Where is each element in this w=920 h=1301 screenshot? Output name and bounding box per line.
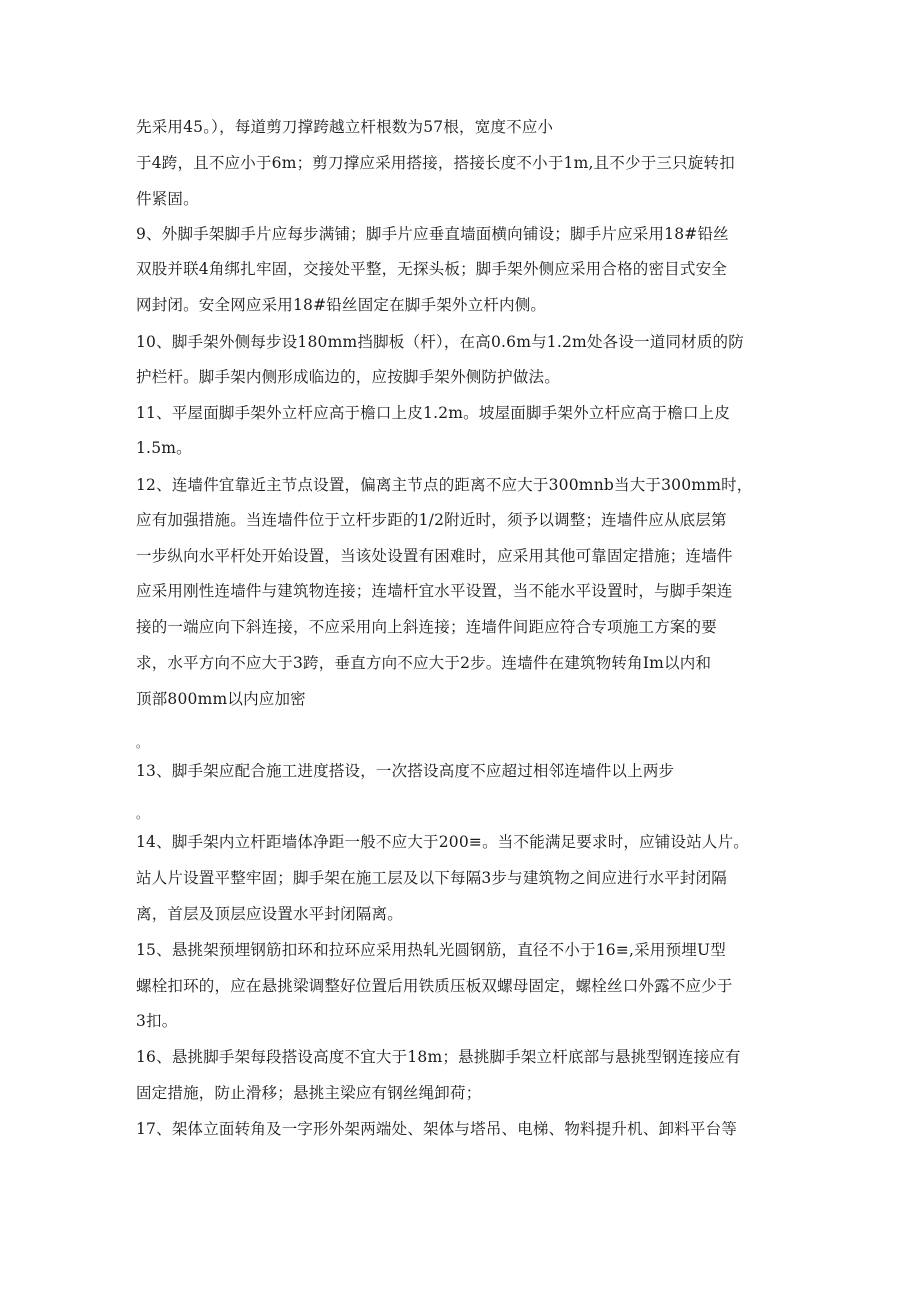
text-line: 顶部800mm以内应加密 <box>136 690 306 708</box>
text-line: 件紧固。 <box>136 190 199 208</box>
text-line: 14、脚手架内立杆距墙体净距一般不应大于200≡。当不能满足要求时，应铺设站人片。 <box>136 833 749 851</box>
text-line: 双股并联4角绑扎牢固，交接处平整，无探头板；脚手架外侧应采用合格的密目式安全 <box>136 260 727 278</box>
text-line: 应采用刚性连墙件与建筑物连接；连墙杆宜水平设置，当不能水平设置时，与脚手架连 <box>136 582 733 600</box>
text-line: 接的一端应向下斜连接，不应采用向上斜连接；连墙件间距应符合专项施工方案的要 <box>136 618 717 636</box>
text-line: 离，首层及顶层应设置水平封闭隔离。 <box>136 905 403 923</box>
text-line: 固定措施，防止滑移；悬挑主梁应有钢丝绳卸荷； <box>136 1084 482 1102</box>
text-line: 护栏杆。脚手架内侧形成临边的，应按脚手架外侧防护做法。 <box>136 368 560 386</box>
text-line: 螺栓扣环的，应在悬挑梁调整好位置后用铁质压板双螺母固定，螺栓丝口外露不应少于 <box>136 977 733 995</box>
text-line: 应有加强措施。当连墙件位于立杆步距的1/2附近时，须予以调整；连墙件应从底层第 <box>136 511 727 529</box>
text-line: 16、悬挑脚手架每段搭设高度不宜大于18m；悬挑脚手架立杆底部与悬挑型钢连接应有 <box>136 1048 741 1066</box>
text-line: 10、脚手架外侧每步设180mm挡脚板（杆），在高0.6m与1.2m处各设一道同材质的防 <box>136 333 744 351</box>
text-line: 1.5m。 <box>136 439 192 457</box>
text-line: 13、脚手架应配合施工进度搭设，一次搭设高度不应超过相邻连墙件以上两步 <box>136 762 675 780</box>
text-line: 12、连墙件宜靠近主节点设置，偏离主节点的距离不应大于300mnb当大于300mm时， <box>136 476 753 494</box>
text-line: 站人片设置平整牢固；脚手架在施工层及以下每隔3步与建筑物之间应进行水平封闭隔 <box>136 869 727 887</box>
stray-mark: 。 <box>136 736 149 750</box>
text-line: 11、平屋面脚手架外立杆应高于檐口上皮1.2m。坡屋面脚手架外立杆应高于檐口上皮 <box>136 404 731 422</box>
text-line: 求，水平方向不应大于3跨，垂直方向不应大于2步。连墙件在建筑物转角Im以内和 <box>136 654 712 672</box>
text-line: 9、外脚手架脚手片应每步满铺；脚手片应垂直墙面横向铺设；脚手片应采用18#铅丝 <box>136 225 729 243</box>
text-line: 3扣。 <box>136 1012 178 1030</box>
text-line: 网封闭。安全网应采用18#铅丝固定在脚手架外立杆内侧。 <box>136 296 547 314</box>
text-line: 17、架体立面转角及一字形外架两端处、架体与塔吊、电梯、物料提升机、卸料平台等 <box>136 1120 738 1138</box>
stray-mark: 。 <box>136 807 149 821</box>
text-line: 一步纵向水平杆处开始设置，当该处设置有困难时，应采用其他可靠固定措施；连墙件 <box>136 547 733 565</box>
text-line: 先采用45。），每道剪刀撑跨越立杆根数为57根，宽度不应小 <box>136 118 554 136</box>
text-line: 于4跨，且不应小于6m；剪刀撑应采用搭接，搭接长度不小于1m,且不少于三只旋转扣 <box>136 154 735 172</box>
text-line: 15、悬挑架预埋钢筋扣环和拉环应采用热轧光圆钢筋，直径不小于16≡,采用预埋U型 <box>136 941 726 959</box>
